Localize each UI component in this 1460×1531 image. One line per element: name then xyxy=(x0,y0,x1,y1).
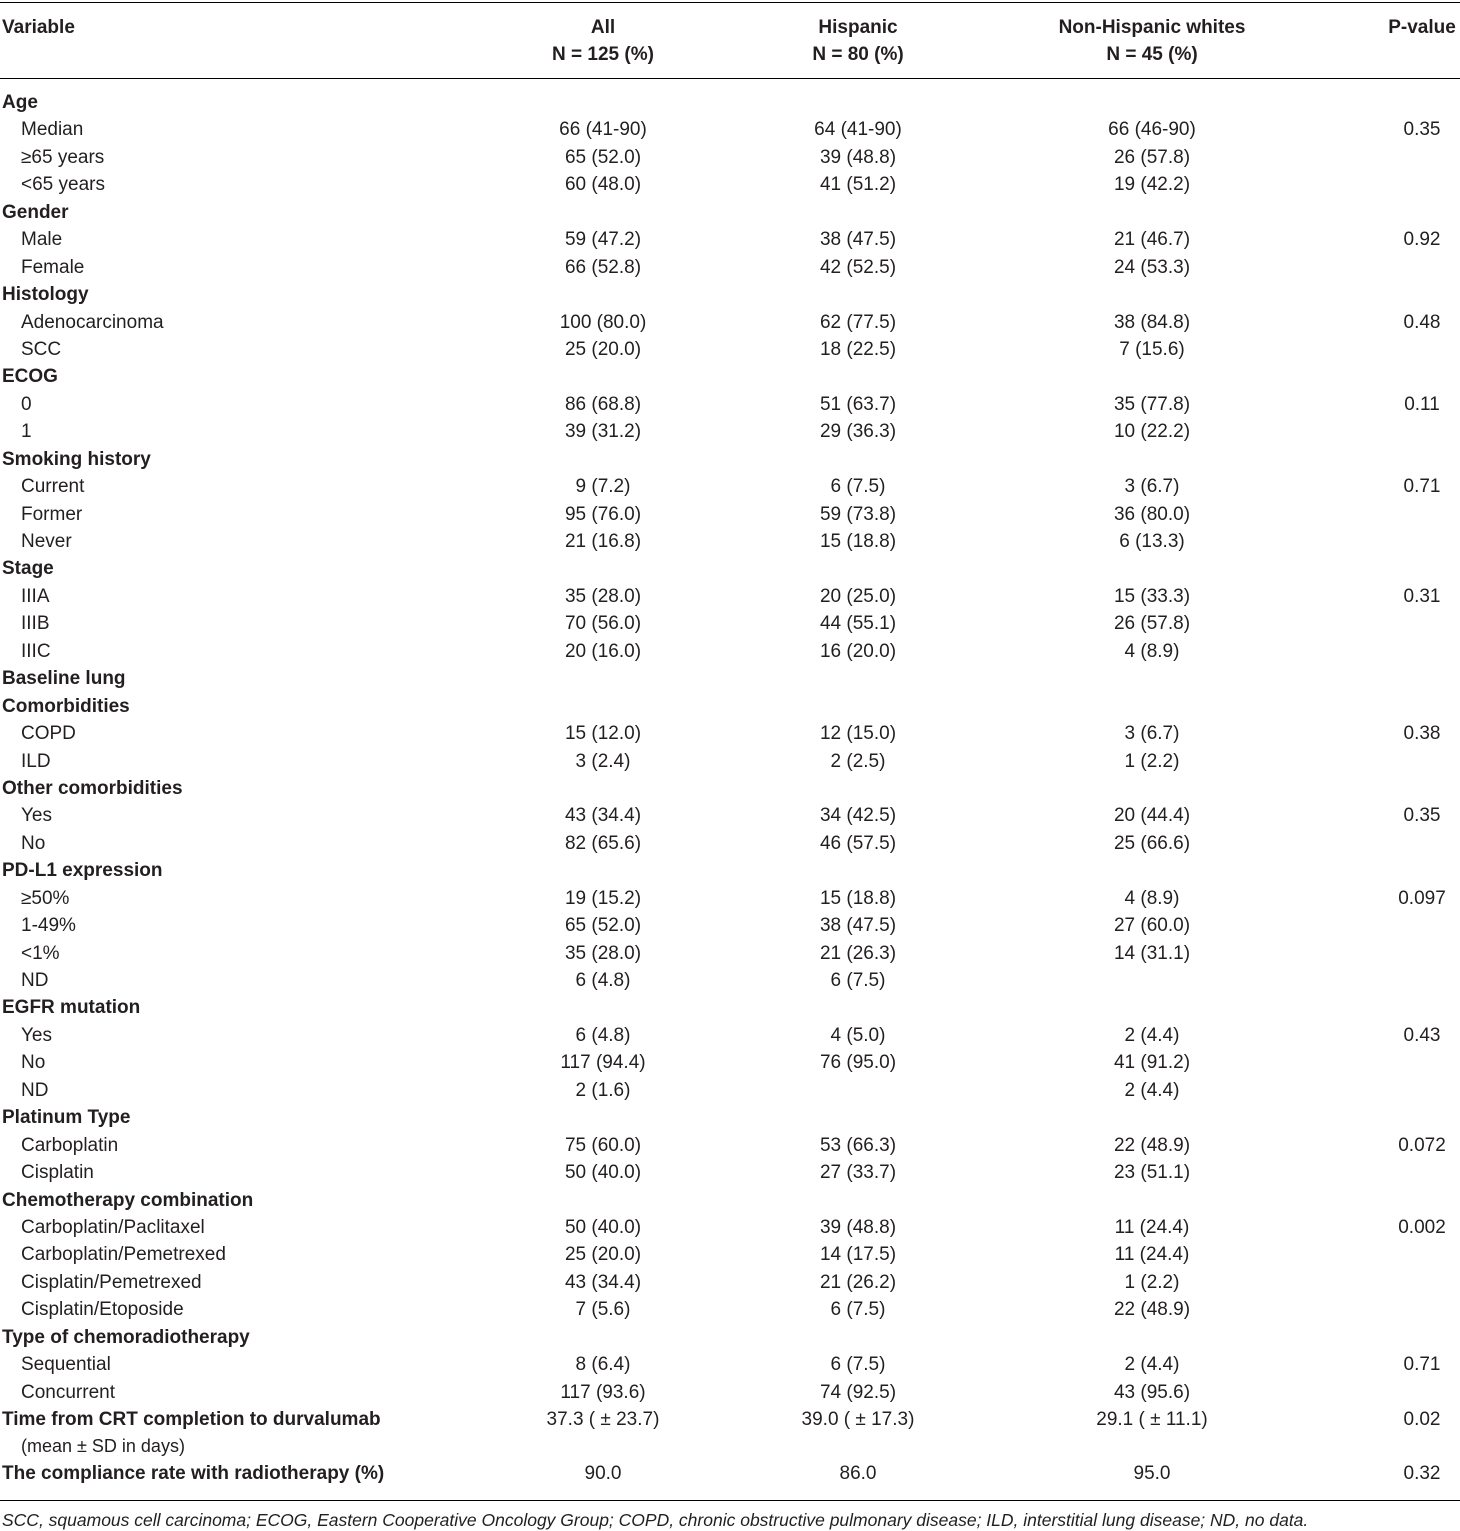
group-header-row xyxy=(0,1104,1460,1131)
row-label: Sequential xyxy=(21,1354,111,1376)
cell-all: 66 (41-90) xyxy=(559,119,647,141)
cell-hispanic: 34 (42.5) xyxy=(819,805,897,827)
cell-nhw: 2 (4.4) xyxy=(1124,1024,1180,1046)
cell-nhw: 15 (33.3) xyxy=(1113,585,1191,607)
row-label: Cisplatin xyxy=(21,1162,94,1184)
header-pvalue: P-value xyxy=(1388,17,1456,38)
cell-nhw: 26 (57.8) xyxy=(1113,613,1191,635)
table-row xyxy=(0,473,1460,500)
table-row xyxy=(0,1351,1460,1378)
cell-hispanic: 39 (48.8) xyxy=(819,146,897,168)
table-row xyxy=(0,1379,1460,1406)
group-header-row xyxy=(0,1187,1460,1214)
cell-nhw: 10 (22.2) xyxy=(1113,421,1191,443)
cell-pvalue: 0.11 xyxy=(1404,393,1440,415)
group-header-row xyxy=(0,1324,1460,1351)
cell-pvalue: 0.02 xyxy=(1403,1409,1441,1430)
row-label: <65 years xyxy=(21,174,105,196)
cell-all: 25 (20.0) xyxy=(564,1244,642,1266)
group-label: Stage xyxy=(2,558,54,580)
cell-hispanic: 41 (51.2) xyxy=(819,174,897,196)
cell-hispanic: 38 (47.5) xyxy=(819,915,897,937)
cell-hispanic: 86.0 xyxy=(839,1463,877,1484)
group-header-row xyxy=(0,693,1460,720)
cell-pvalue: 0.072 xyxy=(1398,1134,1446,1156)
cell-hispanic: 6 (7.5) xyxy=(830,476,886,498)
table-body xyxy=(0,89,1460,1487)
cell-hispanic: 27 (33.7) xyxy=(819,1162,897,1184)
cell-hispanic: 76 (95.0) xyxy=(819,1052,897,1074)
cell-nhw: 3 (6.7) xyxy=(1124,476,1180,498)
cell-hispanic: 42 (52.5) xyxy=(819,256,897,278)
table-row xyxy=(0,940,1460,967)
cell-all: 25 (20.0) xyxy=(564,338,642,360)
cell-nhw: 7 (15.6) xyxy=(1119,338,1185,360)
cell-nhw: 11 (24.4) xyxy=(1114,1244,1190,1266)
group-header-row xyxy=(0,363,1460,390)
cell-nhw: 1 (2.2) xyxy=(1124,750,1180,772)
cell-all: 9 (7.2) xyxy=(575,476,631,498)
row-label: Female xyxy=(21,256,85,278)
row-label: IIIC xyxy=(21,640,51,662)
row-label: Adenocarcinoma xyxy=(21,311,164,333)
table-row xyxy=(0,610,1460,637)
row-label: IIIA xyxy=(21,585,50,607)
row-label: Carboplatin xyxy=(21,1134,119,1156)
cell-all: 117 (93.6) xyxy=(560,1381,646,1403)
cell-hispanic: 16 (20.0) xyxy=(819,640,897,662)
row-label: ND xyxy=(21,1079,49,1101)
row-label: ND xyxy=(21,970,49,991)
cell-hispanic: 15 (18.8) xyxy=(819,531,897,552)
cell-hispanic: 6 (7.5) xyxy=(830,1354,886,1376)
cell-all: 75 (60.0) xyxy=(564,1134,642,1156)
row-label: Yes xyxy=(21,805,52,827)
cell-all: 8 (6.4) xyxy=(575,1354,631,1376)
table-row xyxy=(0,1406,1460,1460)
row-label: Cisplatin/Pemetrexed xyxy=(21,1271,202,1293)
group-label: Histology xyxy=(2,284,89,306)
cell-all: 2 (1.6) xyxy=(575,1079,631,1101)
table-row xyxy=(0,802,1460,829)
cell-all: 6 (4.8) xyxy=(575,1024,631,1046)
cell-hispanic: 18 (22.5) xyxy=(819,338,897,360)
row-label: The compliance rate with radiotherapy (%) xyxy=(2,1463,385,1484)
group-label: ECOG xyxy=(2,366,58,388)
group-header-row xyxy=(0,994,1460,1021)
cell-nhw: 24 (53.3) xyxy=(1113,256,1191,278)
cell-hispanic: 51 (63.7) xyxy=(819,393,897,415)
cell-hispanic: 21 (26.3) xyxy=(819,942,897,964)
table-row xyxy=(0,1269,1460,1296)
cell-all: 65 (52.0) xyxy=(564,146,642,168)
table-row xyxy=(0,1077,1460,1104)
table-row xyxy=(0,720,1460,747)
cell-pvalue: 0.48 xyxy=(1403,311,1441,333)
cell-all: 43 (34.4) xyxy=(564,805,642,827)
cell-nhw: 95.0 xyxy=(1133,1463,1171,1484)
cell-hispanic: 74 (92.5) xyxy=(819,1381,897,1403)
table-row xyxy=(0,748,1460,775)
table-row xyxy=(0,336,1460,363)
table-row xyxy=(0,226,1460,253)
group-header-row xyxy=(0,89,1460,116)
row-label: Carboplatin/Paclitaxel xyxy=(21,1216,205,1238)
table-row xyxy=(0,391,1460,418)
cell-all: 37.3 ( ± 23.7) xyxy=(546,1409,660,1430)
table-row xyxy=(0,528,1460,555)
group-label: Smoking history xyxy=(2,448,151,470)
row-label: Male xyxy=(21,229,63,251)
cell-all: 35 (28.0) xyxy=(564,585,642,607)
cell-nhw: 22 (48.9) xyxy=(1113,1299,1191,1321)
row-label: SCC xyxy=(21,338,62,360)
cell-hispanic: 59 (73.8) xyxy=(819,503,897,525)
top-rule xyxy=(0,2,1460,3)
cell-pvalue: 0.097 xyxy=(1398,887,1446,909)
table-row xyxy=(0,638,1460,665)
group-header-row xyxy=(0,446,1460,473)
cell-all: 59 (47.2) xyxy=(564,229,642,251)
header-all-n: N = 125 (%) xyxy=(552,44,654,65)
cell-hispanic: 15 (18.8) xyxy=(819,887,897,909)
table-row xyxy=(0,1241,1460,1268)
cell-all: 86 (68.8) xyxy=(564,393,642,415)
cell-hispanic: 39.0 ( ± 17.3) xyxy=(801,1409,915,1430)
cell-nhw: 36 (80.0) xyxy=(1113,503,1191,525)
cell-nhw: 20 (44.4) xyxy=(1113,805,1191,827)
row-label: No xyxy=(21,832,46,854)
table-row xyxy=(0,967,1460,994)
row-label: ILD xyxy=(21,750,51,772)
cell-all: 19 (15.2) xyxy=(564,887,642,909)
row-label: No xyxy=(21,1052,46,1074)
header-nhw-title: Non-Hispanic whites xyxy=(1058,17,1246,38)
cell-nhw: 26 (57.8) xyxy=(1113,146,1191,168)
table-row xyxy=(0,116,1460,143)
header-nhw xyxy=(1022,14,1282,68)
table-row xyxy=(0,418,1460,445)
cell-all: 43 (34.4) xyxy=(564,1271,642,1293)
cell-all: 100 (80.0) xyxy=(559,311,647,333)
cell-all: 50 (40.0) xyxy=(564,1162,642,1184)
cell-nhw: 4 (8.9) xyxy=(1124,887,1180,909)
group-label: Platinum Type xyxy=(2,1107,131,1129)
cell-nhw: 25 (66.6) xyxy=(1113,832,1191,854)
cell-all: 15 (12.0) xyxy=(564,723,642,745)
table-row xyxy=(0,912,1460,939)
cell-hispanic: 21 (26.2) xyxy=(819,1271,897,1293)
row-label: 1-49% xyxy=(21,915,76,937)
table-row xyxy=(0,1132,1460,1159)
header-hispanic-n: N = 80 (%) xyxy=(812,44,904,65)
cell-nhw: 23 (51.1) xyxy=(1113,1162,1191,1184)
cell-pvalue: 0.43 xyxy=(1403,1024,1441,1046)
cell-all: 21 (16.8) xyxy=(564,531,642,552)
table-row xyxy=(0,144,1460,171)
cell-all: 35 (28.0) xyxy=(564,942,642,964)
group-label: PD-L1 expression xyxy=(2,860,163,882)
cell-hispanic: 14 (17.5) xyxy=(819,1244,897,1266)
table-row xyxy=(0,1022,1460,1049)
cell-nhw: 19 (42.2) xyxy=(1113,174,1191,196)
cell-nhw: 6 (13.3) xyxy=(1119,531,1185,552)
row-label: Concurrent xyxy=(21,1381,115,1403)
cell-pvalue: 0.35 xyxy=(1403,119,1441,141)
cell-pvalue: 0.92 xyxy=(1403,229,1441,251)
row-label: 0 xyxy=(21,393,32,415)
cell-all: 50 (40.0) xyxy=(564,1216,642,1238)
cell-hispanic: 2 (2.5) xyxy=(830,750,886,772)
group-label: Age xyxy=(2,92,38,113)
row-label: Former xyxy=(21,503,83,525)
header-hispanic xyxy=(758,14,958,68)
table-row xyxy=(0,885,1460,912)
cell-nhw: 22 (48.9) xyxy=(1113,1134,1191,1156)
group-header-row xyxy=(0,857,1460,884)
cell-nhw: 43 (95.6) xyxy=(1113,1381,1191,1403)
cell-all: 117 (94.4) xyxy=(560,1052,646,1074)
cell-all: 65 (52.0) xyxy=(564,915,642,937)
header-all-title: All xyxy=(590,17,616,38)
cell-nhw: 21 (46.7) xyxy=(1113,229,1191,251)
row-label: Time from CRT completion to durvalumab xyxy=(2,1409,381,1430)
table-row xyxy=(0,254,1460,281)
cell-pvalue: 0.35 xyxy=(1403,805,1441,827)
cell-nhw: 38 (84.8) xyxy=(1113,311,1191,333)
row-label: Carboplatin/Pemetrexed xyxy=(21,1244,226,1266)
cell-pvalue: 0.71 xyxy=(1403,1354,1441,1376)
cell-hispanic: 39 (48.8) xyxy=(819,1216,897,1238)
group-label: Other comorbidities xyxy=(2,777,183,799)
table-row xyxy=(0,583,1460,610)
row-label: ≥50% xyxy=(21,887,70,909)
cell-nhw: 29.1 ( ± 11.1) xyxy=(1096,1409,1208,1430)
row-label: 1 xyxy=(21,421,32,443)
row-label: Median xyxy=(21,119,84,141)
bottom-rule xyxy=(0,1500,1460,1501)
cell-nhw: 41 (91.2) xyxy=(1113,1052,1191,1074)
table-row xyxy=(0,171,1460,198)
group-label: Comorbidities xyxy=(2,695,130,717)
cell-nhw: 1 (2.2) xyxy=(1124,1271,1180,1293)
cell-hispanic: 20 (25.0) xyxy=(819,585,897,607)
row-label: Current xyxy=(21,476,85,498)
group-label: Type of chemoradiotherapy xyxy=(2,1326,250,1348)
table-row xyxy=(0,830,1460,857)
cell-nhw: 3 (6.7) xyxy=(1124,723,1180,745)
cell-pvalue: 0.31 xyxy=(1403,585,1441,607)
row-label: COPD xyxy=(21,723,76,745)
row-label: Never xyxy=(21,531,72,552)
group-header-row xyxy=(0,281,1460,308)
group-header-row xyxy=(0,775,1460,802)
cell-hispanic: 46 (57.5) xyxy=(819,832,897,854)
cell-nhw: 66 (46-90) xyxy=(1108,119,1196,141)
cell-nhw: 2 (4.4) xyxy=(1124,1079,1180,1101)
cell-all: 7 (5.6) xyxy=(575,1299,631,1321)
table-row xyxy=(0,1460,1460,1487)
cell-hispanic: 4 (5.0) xyxy=(830,1024,886,1046)
cell-hispanic: 64 (41-90) xyxy=(814,119,902,141)
group-header-row xyxy=(0,665,1460,692)
header-variable: Variable xyxy=(2,17,75,38)
header-nhw-n: N = 45 (%) xyxy=(1106,44,1198,65)
cell-all: 70 (56.0) xyxy=(564,613,642,635)
cell-nhw: 35 (77.8) xyxy=(1113,393,1191,415)
group-label: Chemotherapy combination xyxy=(2,1189,254,1211)
row-label: Cisplatin/Etoposide xyxy=(21,1299,184,1321)
table-row xyxy=(0,1296,1460,1323)
row-sublabel: (mean ± SD in days) xyxy=(21,1436,185,1456)
group-label: Baseline lung xyxy=(2,668,126,690)
cell-nhw: 27 (60.0) xyxy=(1113,915,1191,937)
cell-nhw: 4 (8.9) xyxy=(1124,640,1180,662)
cell-all: 20 (16.0) xyxy=(564,640,642,662)
header-rule xyxy=(0,78,1460,79)
footnote: SCC, squamous cell carcinoma; ECOG, Eastern Cooperative Oncology Group; COPD, chronic obstructive pulmonary disease; ILD, interstitial lung disease; ND, no data. xyxy=(2,1510,1309,1530)
cell-all: 60 (48.0) xyxy=(564,174,642,196)
cell-hispanic: 29 (36.3) xyxy=(819,421,897,443)
group-label: Gender xyxy=(2,201,69,223)
table-row xyxy=(0,1049,1460,1076)
table-row xyxy=(0,501,1460,528)
group-header-row xyxy=(0,555,1460,582)
cell-hispanic: 62 (77.5) xyxy=(819,311,897,333)
header-all xyxy=(503,14,703,68)
cell-pvalue: 0.32 xyxy=(1403,1463,1441,1484)
cell-pvalue: 0.38 xyxy=(1403,723,1441,745)
row-label: <1% xyxy=(21,942,60,964)
group-header-row xyxy=(0,199,1460,226)
cell-all: 39 (31.2) xyxy=(564,421,642,443)
cell-hispanic: 38 (47.5) xyxy=(819,229,897,251)
header-hispanic-title: Hispanic xyxy=(818,17,898,38)
group-label: EGFR mutation xyxy=(2,997,141,1019)
table-row xyxy=(0,309,1460,336)
cell-pvalue: 0.002 xyxy=(1398,1216,1446,1238)
cell-hispanic: 53 (66.3) xyxy=(819,1134,897,1156)
cell-all: 3 (2.4) xyxy=(575,750,631,772)
cell-hispanic: 12 (15.0) xyxy=(819,723,897,745)
row-label: ≥65 years xyxy=(21,146,105,168)
row-label: IIIB xyxy=(21,613,50,635)
cell-all: 90.0 xyxy=(584,1463,622,1484)
cell-all: 95 (76.0) xyxy=(564,503,642,525)
table-row xyxy=(0,1159,1460,1186)
cell-nhw: 14 (31.1) xyxy=(1113,942,1191,964)
row-label: Yes xyxy=(21,1024,52,1046)
cell-hispanic: 6 (7.5) xyxy=(830,1299,886,1321)
cell-nhw: 2 (4.4) xyxy=(1124,1354,1180,1376)
table-row xyxy=(0,1214,1460,1241)
cell-hispanic: 6 (7.5) xyxy=(830,970,886,991)
cell-nhw: 11 (24.4) xyxy=(1114,1216,1190,1238)
cell-all: 6 (4.8) xyxy=(575,970,631,991)
cell-all: 66 (52.8) xyxy=(564,256,642,278)
cell-hispanic: 44 (55.1) xyxy=(819,613,897,635)
cell-pvalue: 0.71 xyxy=(1403,476,1441,498)
cell-all: 82 (65.6) xyxy=(564,832,642,854)
